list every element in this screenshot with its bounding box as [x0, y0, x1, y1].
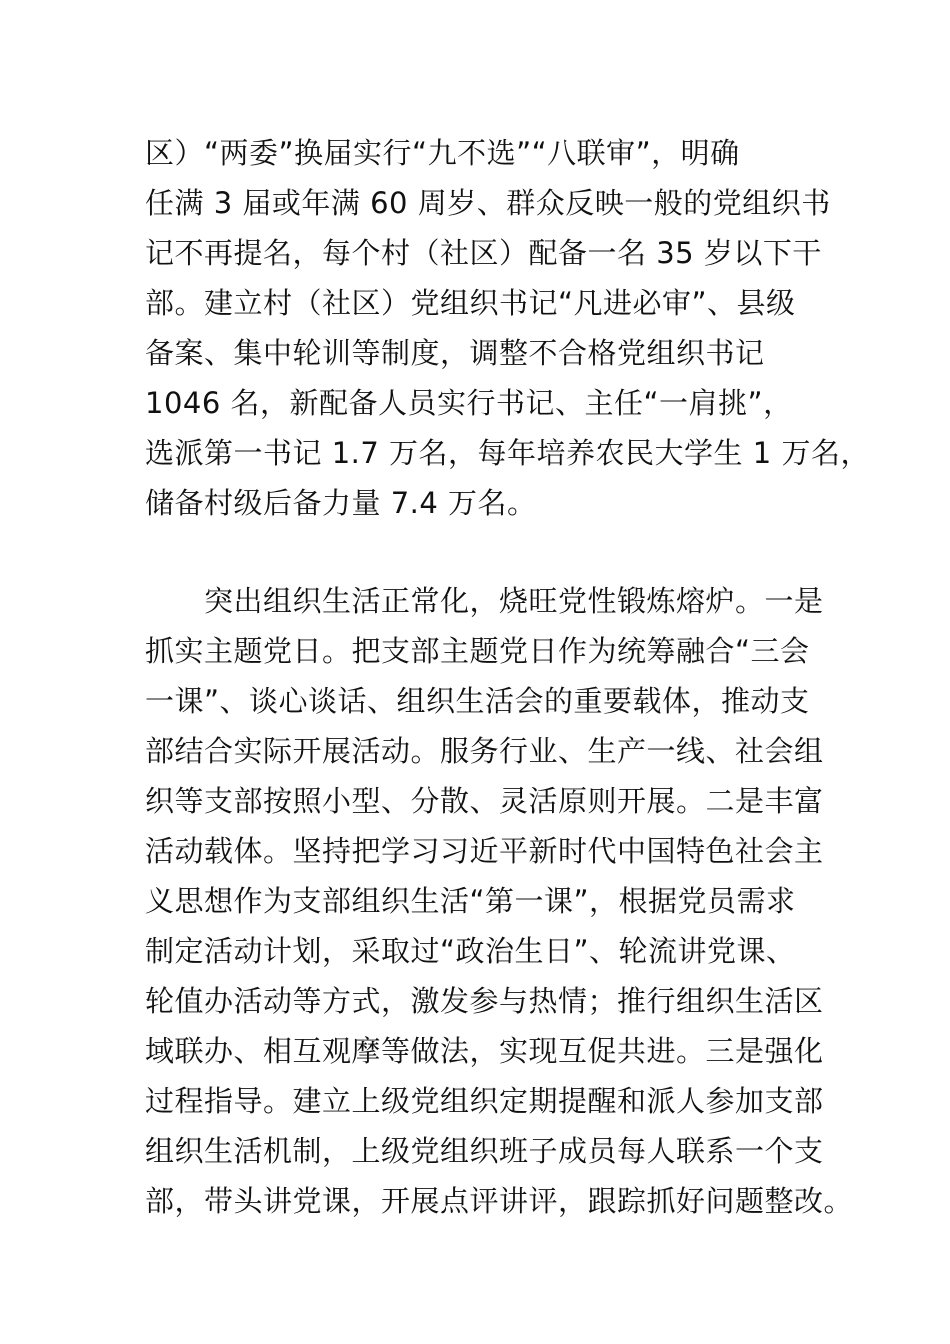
text-line: 备案、集中轮训等制度，调整不合格党组织书记 — [145, 336, 765, 370]
text-line: 区）“两委”换届实行“九不选”“八联审”，明确 — [145, 136, 740, 170]
text-line: 储备村级后备力量 7.4 万名。 — [145, 486, 537, 520]
text-line: 突出组织生活正常化，烧旺党性锻炼熔炉。一是 — [145, 584, 824, 618]
text-line: 选派第一书记 1.7 万名，每年培养农民大学生 1 万名， — [145, 436, 870, 470]
text-line: 一课”、谈心谈话、组织生活会的重要载体，推动支 — [145, 684, 810, 718]
text-line: 部结合实际开展活动。服务行业、生产一线、社会组 — [145, 734, 824, 768]
text-line: 1046 名，新配备人员实行书记、主任“一肩挑”， — [145, 386, 793, 420]
text-line: 部，带头讲党课，开展点评讲评，跟踪抓好问题整改。 — [145, 1184, 854, 1218]
paragraph-organizational-life — [145, 576, 854, 1226]
text-line: 任满 3 届或年满 60 周岁、群众反映一般的党组织书 — [145, 186, 831, 220]
text-line: 记不再提名，每个村（社区）配备一名 35 岁以下干 — [145, 236, 822, 270]
text-line: 部。建立村（社区）党组织书记“凡进必审”、县级 — [145, 286, 796, 320]
text-line: 抓实主题党日。把支部主题党日作为统筹融合“三会 — [145, 634, 810, 668]
text-line: 组织生活机制，上级党组织班子成员每人联系一个支 — [145, 1134, 824, 1168]
text-line: 域联办、相互观摩等做法，实现互促共进。三是强化 — [145, 1034, 824, 1068]
text-line: 义思想作为支部组织生活“第一课”，根据党员需求 — [145, 884, 796, 918]
paragraph-candidate-selection — [145, 128, 870, 528]
text-line: 织等支部按照小型、分散、灵活原则开展。二是丰富 — [145, 784, 824, 818]
text-line: 制定活动计划，采取过“政治生日”、轮流讲党课、 — [145, 934, 796, 968]
text-line: 过程指导。建立上级党组织定期提醒和派人参加支部 — [145, 1084, 824, 1118]
text-line: 轮值办活动等方式，激发参与热情；推行组织生活区 — [145, 984, 824, 1018]
text-line: 活动载体。坚持把学习习近平新时代中国特色社会主 — [145, 834, 824, 868]
